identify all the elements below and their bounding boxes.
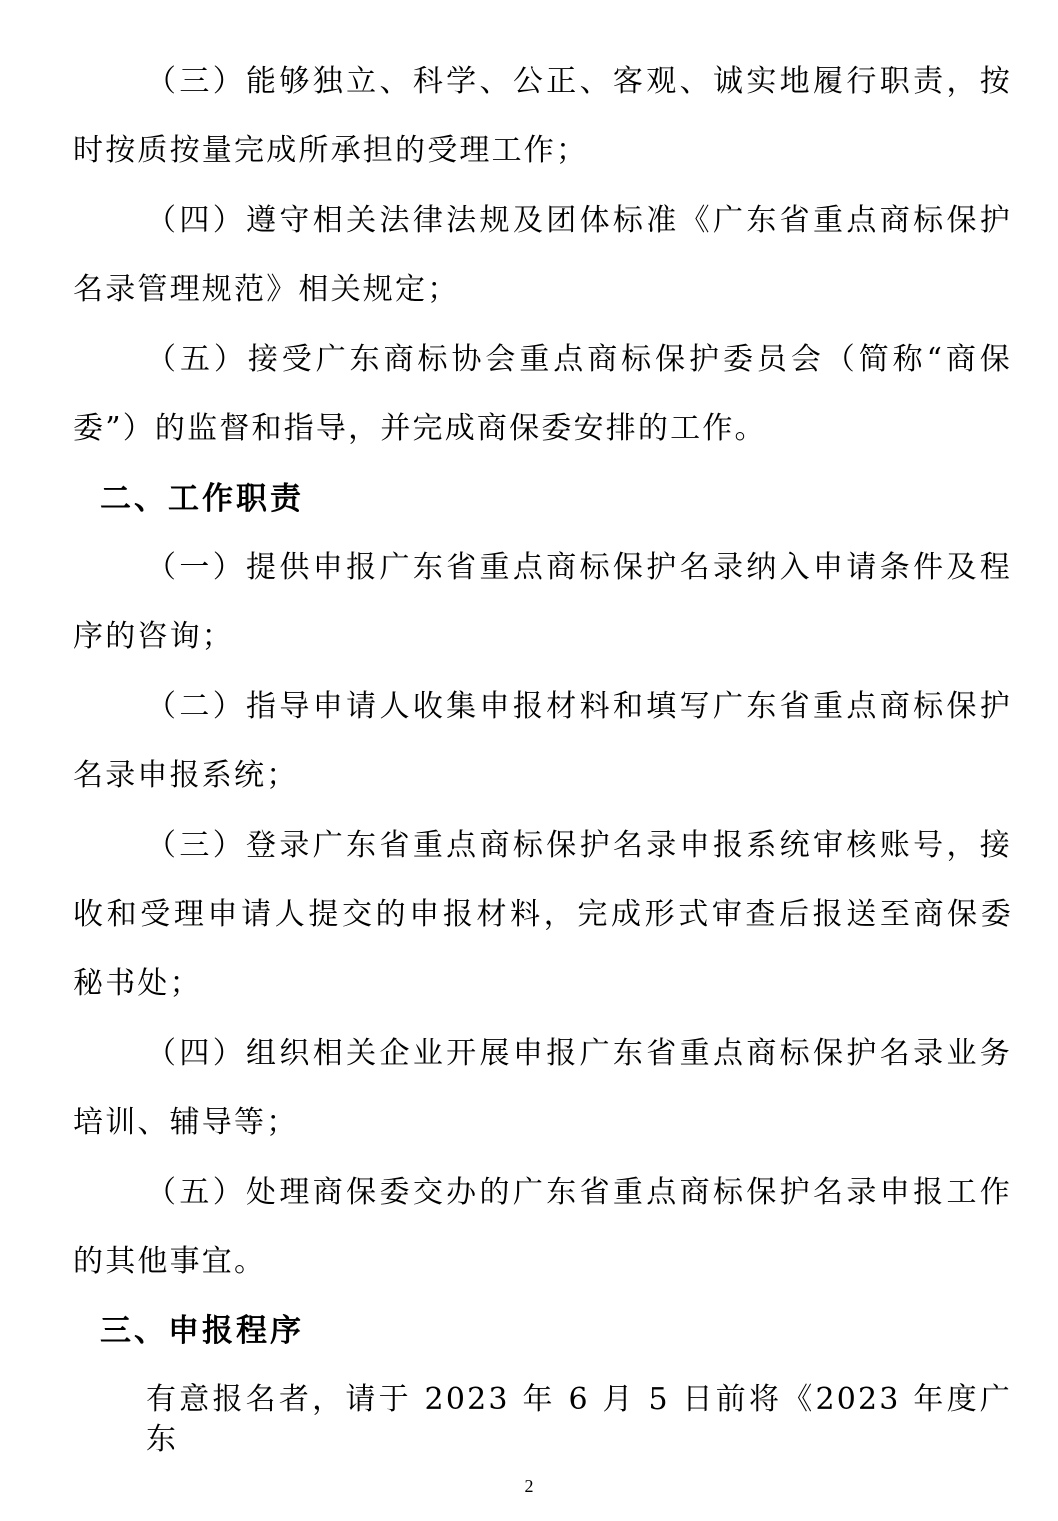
page-number: 2 [524,1476,534,1496]
paragraph-line: （三）能够独立、科学、公正、客观、诚实地履行职责，按 [146,64,1012,99]
paragraph-line: 名录申报系统； [73,758,299,793]
section-heading: 二、工作职责 [100,481,304,517]
paragraph-line: （四）组织相关企业开展申报广东省重点商标保护名录业务 [146,1036,1012,1071]
paragraph-line: （三）登录广东省重点商标保护名录申报系统审核账号，接 [146,828,1012,863]
paragraph-line: （二）指导申请人收集申报材料和填写广东省重点商标保护 [146,689,1012,724]
paragraph-line: 收和受理申请人提交的申报材料，完成形式审查后报送至商保委 [73,897,1013,932]
paragraph-line: 序的咨询； [73,619,234,654]
paragraph-line: 培训、辅导等； [73,1105,299,1140]
paragraph-line: 秘书处； [73,966,202,1001]
section-heading: 三、申报程序 [100,1313,304,1349]
paragraph-line: 的其他事宜。 [73,1244,267,1279]
paragraph-line: 有意报名者，请于 2023 年 6 月 5 日前将《2023 年度广东 [146,1382,1012,1457]
paragraph-line: 时按质按量完成所承担的受理工作； [73,133,589,168]
paragraph-line: （五）处理商保委交办的广东省重点商标保护名录申报工作 [146,1175,1012,1210]
paragraph-line: 委”）的监督和指导，并完成商保委安排的工作。 [73,411,767,446]
paragraph-line: 名录管理规范》相关规定； [73,272,460,307]
paragraph-line: （一）提供申报广东省重点商标保护名录纳入申请条件及程 [146,550,1012,585]
paragraph-line: （四）遵守相关法律法规及团体标准《广东省重点商标保护 [146,203,1012,238]
paragraph-line: （五）接受广东商标协会重点商标保护委员会（简称“商保 [146,342,1012,377]
